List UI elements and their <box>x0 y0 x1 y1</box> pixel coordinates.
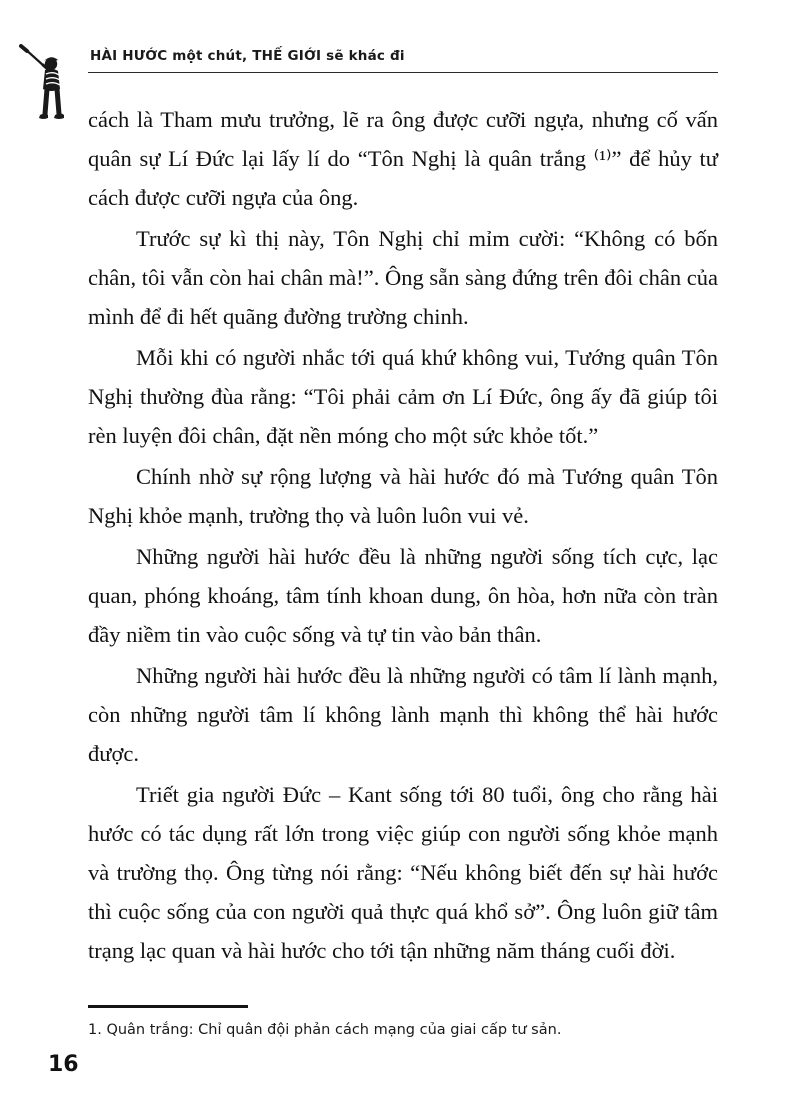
header-divider <box>88 72 718 73</box>
golfer-icon <box>18 42 78 134</box>
page-body <box>88 100 718 972</box>
paragraph: Những người hài hước đều là những người sống tích cực, lạc quan, phóng khoáng, tâm tính khoan dung, ôn hòa, hơn nữa còn tràn đầy niềm tin vào cuộc sống và tự tin vào bản thân. <box>88 544 718 647</box>
paragraph: cách là Tham mưu trưởng, lẽ ra ông được cưỡi ngựa, nhưng cố vấn quân sự Lí Đức lại lấy lí do “Tôn Nghị là quân trắng ⁽¹⁾” để hủy tư cách được cưỡi ngựa của ông. <box>88 107 718 210</box>
running-title: HÀI HƯỚC một chút, THẾ GIỚI sẽ khác đi <box>90 48 405 64</box>
paragraph: Triết gia người Đức – Kant sống tới 80 tuổi, ông cho rằng hài hước có tác dụng rất lớn trong việc giúp con người sống khỏe mạnh và trường thọ. Ông từng nói rằng: “Nếu không biết đến sự hài hước thì cuộc sống của con người quả thực quá khổ sở”. Ông luôn giữ tâm trạng lạc quan và hài hước cho tới tận những năm tháng cuối đời. <box>88 782 718 963</box>
footnote-text: 1. Quân trắng: Chỉ quân đội phản cách mạng của giai cấp tư sản. <box>88 1022 562 1038</box>
paragraph: Những người hài hước đều là những người có tâm lí lành mạnh, còn những người tâm lí không lành mạnh thì không thể hài hước được. <box>88 663 718 766</box>
page-header <box>0 40 800 80</box>
paragraph: Mỗi khi có người nhắc tới quá khứ không vui, Tướng quân Tôn Nghị thường đùa rằng: “Tôi phải cảm ơn Lí Đức, ông ấy đã giúp tôi rèn luyện đôi chân, đặt nền móng cho một sức khỏe tốt.” <box>88 345 718 448</box>
footnote-divider <box>88 1005 248 1008</box>
page-number: 16 <box>48 1052 79 1077</box>
paragraph: Chính nhờ sự rộng lượng và hài hước đó mà Tướng quân Tôn Nghị khỏe mạnh, trường thọ và luôn luôn vui vẻ. <box>88 464 718 528</box>
paragraph: Trước sự kì thị này, Tôn Nghị chỉ mỉm cười: “Không có bốn chân, tôi vẫn còn hai chân mà!”. Ông sẵn sàng đứng trên đôi chân của mình để đi hết quãng đường trường chinh. <box>88 226 718 329</box>
